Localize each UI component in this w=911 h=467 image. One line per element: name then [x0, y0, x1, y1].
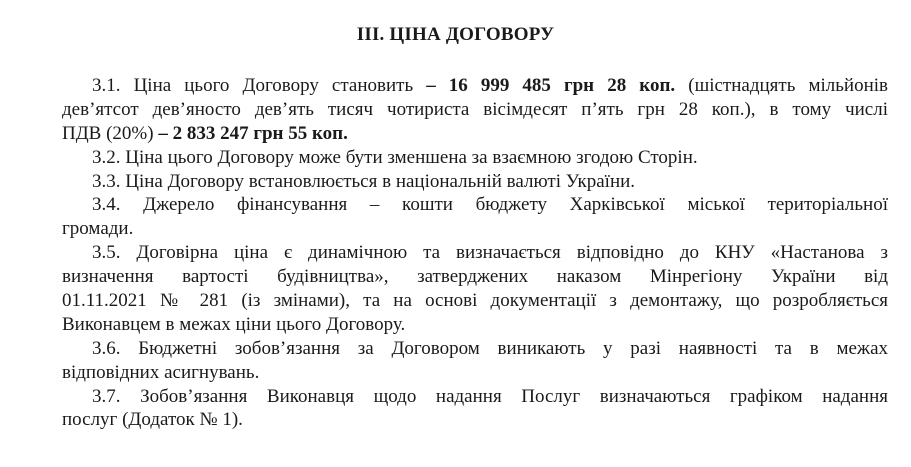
text-segment: Виконавцем в межах ціни цього Договору. — [62, 313, 406, 335]
text-line — [62, 193, 888, 217]
clause-2 — [62, 146, 888, 170]
text-segment: послуг (Додаток № 1). — [62, 409, 243, 431]
bold-amount: – 2 833 247 грн 55 коп. — [158, 122, 348, 144]
text-line — [62, 98, 888, 122]
text-segment: визначення вартості будівництва», затверджених наказом Мінрегіону України від — [62, 266, 888, 288]
text-line — [62, 241, 888, 265]
text-segment: 01.11.2021 № 281 (із змінами), та на основі документації з демонтажу, що розробляється — [62, 290, 888, 312]
text-segment: 3.5. Договірна ціна є динамічною та визначається відповідно до КНУ «Настанова з — [92, 242, 888, 264]
text-line — [62, 265, 888, 289]
text-line — [62, 385, 888, 409]
text-segment: громади. — [62, 218, 134, 240]
text-segment: 3.2. Ціна цього Договору може бути зменшена за взаємною згодою Сторін. — [92, 146, 698, 168]
text-line — [62, 217, 888, 241]
text-line — [62, 146, 888, 170]
text-line — [62, 408, 888, 432]
document-body — [62, 74, 888, 432]
text-segment: 3.3. Ціна Договору встановлюється в національній валюті України. — [92, 170, 636, 192]
text-segment: дев’ятсот дев’яносто дев’ять тисяч чотириста вісімдесят п’ять грн 28 коп.), в тому числі — [62, 98, 888, 120]
clause-5 — [62, 241, 888, 337]
text-segment: 3.1. Ціна цього Договору становить — [92, 75, 427, 96]
text-segment: 3.7. Зобов’язання Виконавця щодо надання Послуг визначаються графіком надання — [92, 385, 888, 407]
text-segment: відповідних асигнувань. — [62, 361, 260, 383]
text-segment: ПДВ (20%) — [62, 122, 159, 144]
text-segment: (шістнадцять мільйонів — [675, 75, 888, 96]
text-line — [62, 313, 888, 337]
text-line — [62, 74, 888, 98]
text-line — [62, 337, 888, 361]
clause-4 — [62, 193, 888, 241]
clause-6 — [62, 337, 888, 385]
clause-7 — [62, 385, 888, 433]
clause-3 — [62, 170, 888, 194]
text-segment: 3.6. Бюджетні зобов’язання за Договором виникають у разі наявності та в межах — [92, 337, 888, 359]
text-line — [62, 361, 888, 385]
text-line — [62, 122, 888, 146]
text-line — [62, 289, 888, 313]
text-segment: 3.4. Джерело фінансування – кошти бюджету Харківської міської територіальної — [92, 194, 888, 216]
bold-amount: – 16 999 485 грн 28 коп. — [426, 75, 676, 96]
clause-1 — [62, 74, 888, 146]
text-line — [62, 170, 888, 194]
section-title: ІІІ. ЦІНА ДОГОВОРУ — [356, 24, 555, 45]
